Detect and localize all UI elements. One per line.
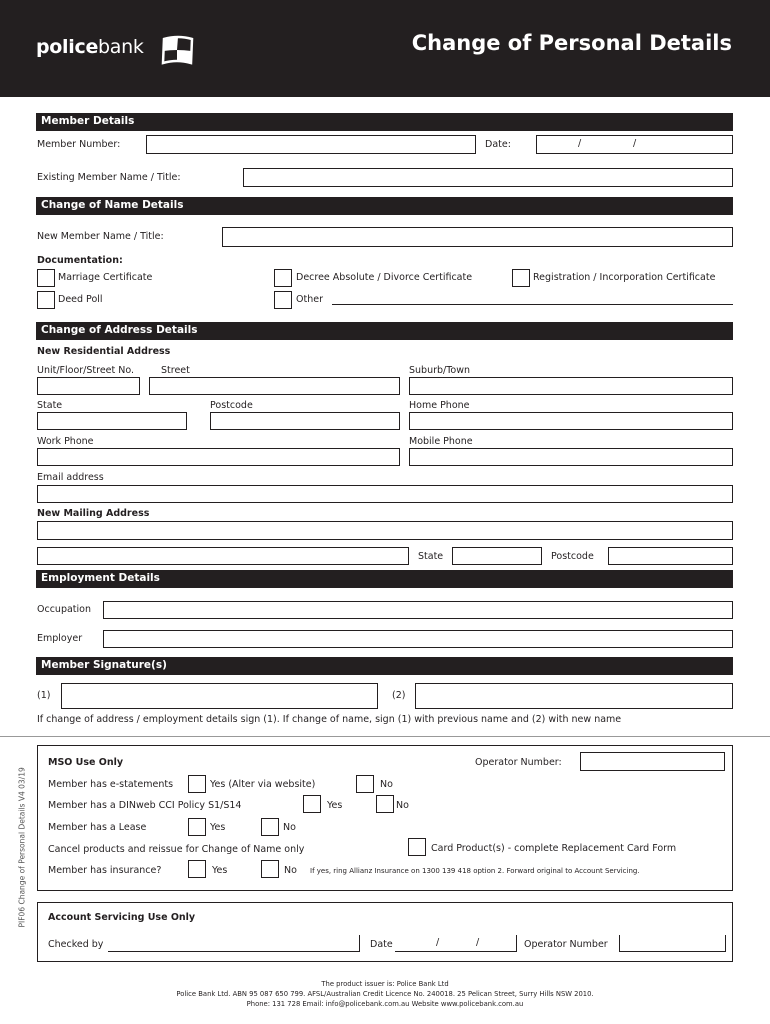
street-field[interactable]	[149, 377, 400, 395]
estatements-label: Member has e-statements	[48, 779, 174, 790]
documentation-label: Documentation:	[37, 255, 123, 266]
insurance-note: If yes, ring Allianz Insurance on 1300 139 418 option 2. Forward original to Account Servicing.	[310, 867, 640, 875]
dinweb-yes-checkbox[interactable]	[303, 795, 321, 813]
operator-number-label: Operator Number:	[475, 757, 562, 768]
deed-poll-checkbox[interactable]	[37, 291, 55, 309]
mailing-address-line1[interactable]	[37, 521, 733, 540]
checked-by-line[interactable]	[108, 951, 360, 952]
logo-text-police: police	[36, 36, 99, 58]
footer-company-details: Police Bank Ltd. ABN 95 087 650 799. AFSL/Australian Credit Licence No. 240018. 25 Pelican Street, Surry Hills NSW 2010.	[176, 990, 594, 998]
unit-field[interactable]	[37, 377, 140, 395]
employer-field[interactable]	[103, 630, 733, 648]
footer-issuer: The product issuer is: Police Bank Ltd	[321, 980, 449, 988]
postcode-label: Postcode	[210, 400, 253, 411]
suburb-field[interactable]	[409, 377, 733, 395]
change-of-address-heading: Change of Address Details	[36, 322, 733, 340]
work-phone-field[interactable]	[37, 448, 400, 466]
logo-text-bank: bank	[98, 36, 144, 58]
estatements-no-checkbox[interactable]	[356, 775, 374, 793]
new-mailing-heading: New Mailing Address	[37, 508, 150, 519]
existing-name-label: Existing Member Name / Title:	[37, 172, 181, 183]
account-servicing-heading: Account Servicing Use Only	[48, 912, 196, 923]
marriage-certificate-label: Marriage Certificate	[58, 272, 153, 283]
decree-checkbox[interactable]	[274, 269, 292, 287]
unit-label: Unit/Floor/Street No.	[37, 365, 135, 376]
mailing-postcode-label: Postcode	[551, 551, 594, 562]
deed-poll-label: Deed Poll	[58, 294, 103, 305]
checked-by-label: Checked by	[48, 939, 104, 950]
home-phone-label: Home Phone	[409, 400, 470, 411]
dinweb-yes-label: Yes	[327, 800, 343, 811]
estatements-yes-label: Yes (Alter via website)	[210, 779, 316, 790]
insurance-yes-label: Yes	[212, 865, 228, 876]
as-date-label: Date	[370, 939, 393, 950]
marriage-certificate-checkbox[interactable]	[37, 269, 55, 287]
lease-yes-label: Yes	[210, 822, 226, 833]
insurance-no-label: No	[284, 865, 297, 876]
state-field[interactable]	[37, 412, 187, 430]
lease-label: Member has a Lease	[48, 822, 147, 833]
dinweb-no-label: No	[396, 800, 409, 811]
checked-by-line-end	[359, 935, 360, 952]
employment-heading: Employment Details	[36, 570, 733, 588]
signatures-heading: Member Signature(s)	[36, 657, 733, 675]
signature-note: If change of address / employment details sign (1). If change of name, sign (1) with previous name and (2) with new name	[37, 714, 622, 725]
email-label: Email address	[37, 472, 104, 483]
employer-label: Employer	[37, 633, 83, 644]
as-date-line-end	[516, 935, 517, 952]
as-date-separator: /	[476, 937, 480, 948]
date-separator: /	[578, 138, 582, 149]
signature2-label: (2)	[392, 690, 406, 701]
operator-number-field[interactable]	[580, 752, 725, 771]
page-header	[0, 0, 770, 97]
registration-checkbox[interactable]	[512, 269, 530, 287]
new-residential-heading: New Residential Address	[37, 346, 171, 357]
dinweb-label: Member has a DINweb CCI Policy S1/S14	[48, 800, 242, 811]
estatements-yes-checkbox[interactable]	[188, 775, 206, 793]
dinweb-no-checkbox[interactable]	[376, 795, 394, 813]
mso-heading: MSO Use Only	[48, 757, 124, 768]
work-phone-label: Work Phone	[37, 436, 94, 447]
new-name-field[interactable]	[222, 227, 733, 247]
occupation-label: Occupation	[37, 604, 91, 615]
checkered-flag-icon	[161, 35, 195, 67]
state-label: State	[37, 400, 63, 411]
other-input-line[interactable]	[332, 304, 733, 305]
as-date-line[interactable]	[395, 951, 517, 952]
mailing-postcode-field[interactable]	[608, 547, 733, 565]
lease-yes-checkbox[interactable]	[188, 818, 206, 836]
change-of-name-heading: Change of Name Details	[36, 197, 733, 215]
signature1-label: (1)	[37, 690, 51, 701]
page-title: Change of Personal Details	[411, 31, 732, 55]
mailing-state-field[interactable]	[452, 547, 542, 565]
mobile-phone-field[interactable]	[409, 448, 733, 466]
date-label: Date:	[485, 139, 511, 150]
signature2-field[interactable]	[415, 683, 733, 709]
decree-label: Decree Absolute / Divorce Certificate	[296, 272, 473, 283]
footer-contact: Phone: 131 728 Email: info@policebank.com.au Website www.policebank.com.au	[246, 1000, 524, 1008]
insurance-no-checkbox[interactable]	[261, 860, 279, 878]
street-label: Street	[161, 365, 190, 376]
lease-no-label: No	[283, 822, 296, 833]
account-servicing-panel	[37, 902, 733, 962]
as-operator-line-start	[619, 935, 620, 952]
lease-no-checkbox[interactable]	[261, 818, 279, 836]
insurance-yes-checkbox[interactable]	[188, 860, 206, 878]
registration-label: Registration / Incorporation Certificate	[533, 272, 716, 283]
as-date-separator: /	[436, 937, 440, 948]
existing-name-field[interactable]	[243, 168, 733, 187]
as-operator-number-line[interactable]	[619, 951, 726, 952]
mobile-phone-label: Mobile Phone	[409, 436, 473, 447]
insurance-label: Member has insurance?	[48, 865, 162, 876]
section-divider	[0, 736, 770, 737]
member-number-label: Member Number:	[37, 139, 121, 150]
occupation-field[interactable]	[103, 601, 733, 619]
date-field[interactable]	[536, 135, 733, 154]
mailing-state-label: State	[418, 551, 444, 562]
mailing-address-line2[interactable]	[37, 547, 409, 565]
other-label: Other	[296, 294, 323, 305]
member-details-heading: Member Details	[36, 113, 733, 131]
police-bank-logo	[36, 36, 144, 58]
member-number-field[interactable]	[146, 135, 476, 154]
date-separator: /	[633, 138, 637, 149]
as-operator-line-end	[725, 935, 726, 952]
signature1-field[interactable]	[61, 683, 378, 709]
card-product-checkbox[interactable]	[408, 838, 426, 856]
form-code-text: PIF06 Change of Personal Details V4 03/19	[17, 767, 27, 928]
email-field[interactable]	[37, 485, 733, 503]
postcode-field[interactable]	[210, 412, 400, 430]
suburb-label: Suburb/Town	[409, 365, 471, 376]
home-phone-field[interactable]	[409, 412, 733, 430]
other-checkbox[interactable]	[274, 291, 292, 309]
estatements-no-label: No	[380, 779, 393, 790]
new-name-label: New Member Name / Title:	[37, 231, 164, 242]
as-operator-number-label: Operator Number	[524, 939, 608, 950]
card-product-label: Card Product(s) - complete Replacement Card Form	[431, 843, 677, 854]
cancel-products-label: Cancel products and reissue for Change of Name only	[48, 844, 305, 855]
